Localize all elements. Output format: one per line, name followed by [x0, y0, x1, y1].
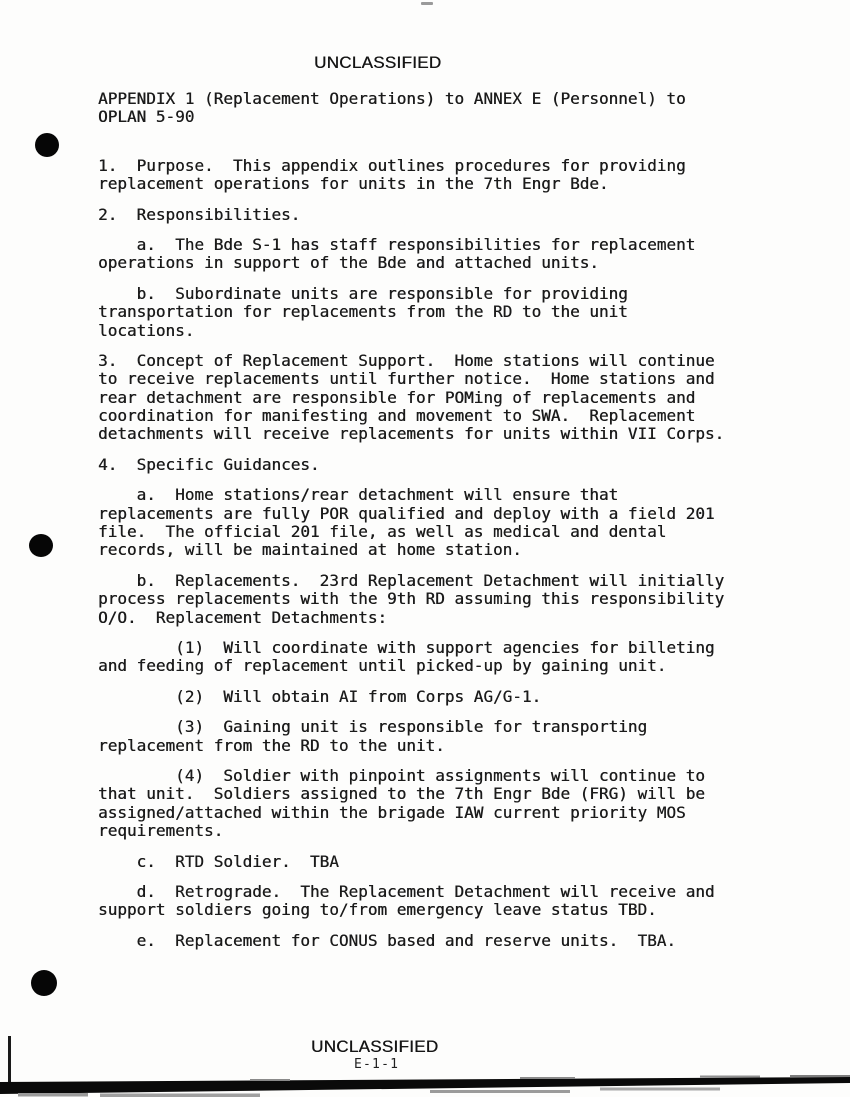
- page-edge-scan-artifact: [0, 1072, 850, 1097]
- text-line: process replacements with the 9th RD assuming this responsibility: [98, 589, 725, 609]
- paragraph: [98, 883, 798, 920]
- text-line: e. Replacement for CONUS based and reserve units. TBA.: [98, 930, 676, 950]
- hole-punch-icon: [29, 534, 53, 557]
- text-line: requirements.: [98, 821, 224, 841]
- text-line: file. The official 201 file, as well as medical and dental: [98, 522, 667, 542]
- text-line: that unit. Soldiers assigned to the 7th Engr Bde (FRG) will be: [98, 784, 705, 804]
- text-line: to receive replacements until further notice. Home stations and: [98, 369, 715, 389]
- text-line: 1. Purpose. This appendix outlines procedures for providing: [98, 155, 686, 175]
- paragraph: [98, 157, 798, 194]
- text-line: locations.: [98, 320, 195, 340]
- paragraph: [98, 285, 798, 340]
- text-line: a. Home stations/rear detachment will ensure that: [98, 485, 619, 505]
- paragraph: [98, 688, 798, 706]
- text-line: replacements are fully POR qualified and deploy with a field 201: [98, 503, 715, 523]
- paragraph: [98, 853, 798, 871]
- document-body: [98, 90, 798, 962]
- text-line: operations in support of the Bde and attached units.: [98, 253, 599, 273]
- text-line: replacement operations for units in the 7th Engr Bde.: [98, 174, 609, 194]
- paragraph: [98, 572, 798, 627]
- text-line: 3. Concept of Replacement Support. Home stations will continue: [98, 350, 715, 370]
- text-line: d. Retrograde. The Replacement Detachment will receive and: [98, 881, 715, 901]
- hole-punch-icon: [31, 970, 57, 996]
- paragraph: [98, 352, 798, 444]
- header-classification-banner: UNCLASSIFIED: [314, 53, 442, 72]
- text-line: O/O. Replacement Detachments:: [98, 607, 387, 627]
- text-line: 4. Specific Guidances.: [98, 454, 320, 474]
- paragraph: [98, 639, 798, 676]
- paragraph: [98, 767, 798, 841]
- text-line: transportation for replacements from the RD to the unit: [98, 302, 628, 322]
- text-line: b. Replacements. 23rd Replacement Detachment will initially: [98, 570, 725, 590]
- text-line: a. The Bde S-1 has staff responsibilities for replacement: [98, 234, 696, 254]
- scan-speck-artifact: [421, 2, 433, 5]
- text-line: support soldiers going to/from emergency leave status TBD.: [98, 900, 657, 920]
- text-line: assigned/attached within the brigade IAW current priority MOS: [98, 802, 686, 822]
- hole-punch-icon: [35, 133, 59, 157]
- text-line: records, will be maintained at home station.: [98, 540, 522, 560]
- text-line: detachments will receive replacements for units within VII Corps.: [98, 424, 725, 444]
- paragraph: [98, 932, 798, 950]
- text-line: (1) Will coordinate with support agencies for billeting: [98, 637, 715, 657]
- footer-classification-banner: UNCLASSIFIED: [311, 1037, 439, 1056]
- text-line: b. Subordinate units are responsible for providing: [98, 283, 628, 303]
- paragraph: [98, 90, 798, 127]
- text-line: OPLAN 5-90: [98, 107, 195, 127]
- text-line: and feeding of replacement until picked-up by gaining unit.: [98, 656, 667, 676]
- text-line: c. RTD Soldier. TBA: [98, 851, 339, 871]
- text-line: rear detachment are responsible for POMing of replacements and: [98, 387, 696, 407]
- paragraph: [98, 486, 798, 560]
- text-line: coordination for manifesting and movement to SWA. Replacement: [98, 406, 696, 426]
- text-line: APPENDIX 1 (Replacement Operations) to ANNEX E (Personnel) to: [98, 89, 686, 108]
- text-line: (2) Will obtain AI from Corps AG/G-1.: [98, 686, 542, 706]
- text-line: (3) Gaining unit is responsible for transporting: [98, 717, 648, 737]
- paragraph: [98, 718, 798, 755]
- page-number: E-1-1: [354, 1057, 400, 1072]
- paragraph: [98, 456, 798, 474]
- paragraph: [98, 236, 798, 273]
- paragraph: [98, 206, 798, 224]
- text-line: (4) Soldier with pinpoint assignments will continue to: [98, 765, 705, 785]
- text-line: replacement from the RD to the unit.: [98, 735, 445, 755]
- text-line: 2. Responsibilities.: [98, 204, 301, 224]
